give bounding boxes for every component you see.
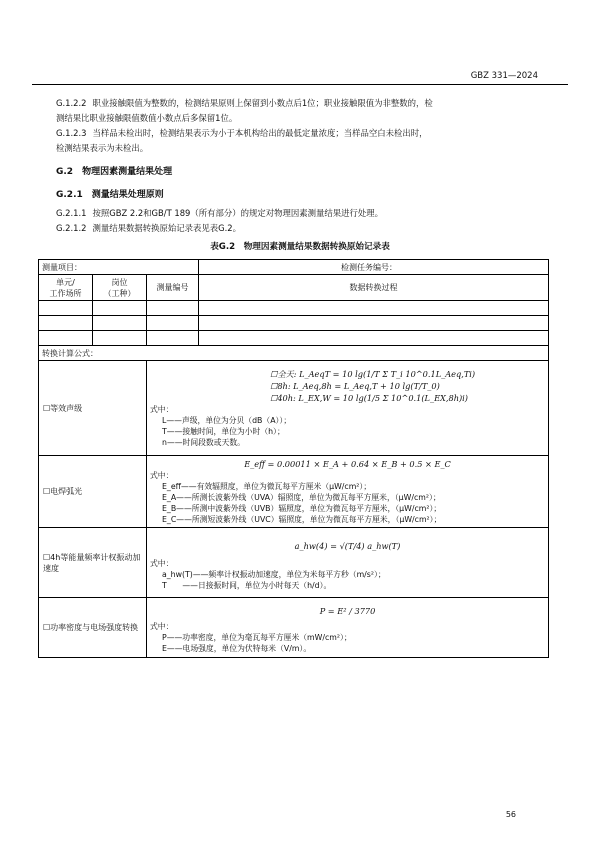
empty-cell <box>199 331 549 346</box>
row-label-power: ☐功率密度与电场强度转换 <box>39 598 147 658</box>
header-rule <box>32 84 568 85</box>
empty-cell <box>199 301 549 316</box>
empty-cell <box>199 316 549 331</box>
project-cell: 测量项目： <box>39 260 199 275</box>
page-number: 56 <box>505 810 516 819</box>
item: G.2.1.1 按照GBZ 2.2和GB/T 189（所有部分）的规定对物理因素测量结果进行处理。 <box>56 208 383 218</box>
table-caption: 表G.2 物理因素测量结果数据转换原始记录表 <box>210 242 390 252</box>
col-header-process: 数据转换过程 <box>199 275 549 301</box>
formula-vibration: a_hw(4) = √(T/4) a_hw(T) <box>294 541 401 551</box>
col-header-post: 岗位 （工种） <box>93 275 147 301</box>
record-table <box>38 259 549 658</box>
paragraph: G.1.2.3 当样品未检出时，检测结果表示为小于本机构给出的最低定量浓度；当样品空白未检出时， <box>56 128 428 138</box>
empty-cell <box>93 316 147 331</box>
col-header-unit: 单元/ 工作场所 <box>39 275 93 301</box>
empty-cell <box>93 301 147 316</box>
subsection-heading: G.2.1 测量结果处理原则 <box>56 190 164 200</box>
empty-cell <box>39 301 93 316</box>
formula-cell-vibration: a_hw(4) = √(T/4) a_hw(T) 式中： a_hw(T)——频率计权振动加速度，单位为米每平方秒（m/s²）； T ——日接振时间，单位为小时每天（h/d）。 <box>147 528 549 598</box>
formula-label: 转换计算公式： <box>39 346 549 361</box>
formula-eff: E_eff = 0.00011 × E_A + 0.64 × E_B + 0.5 × E_C <box>244 459 451 469</box>
formula-cell-noise: ☐全天: L_AeqT = 10 lg(1/T Σ T_i 10^0.1L_Aeq,Ti) ☐8h: L_Aeq,8h = L_Aeq,T + 10 lg(T/T_0) ☐40h: L_EX,W = 10 lg(1/5 Σ 10^0.1(L_EX,8h)i) 式中： L——声级，单位为分贝（dB（A））； T——接触时间，单位为小时（h）； n——时间段数或天数。 <box>147 361 549 456</box>
standard-code: GBZ 331—2024 <box>470 71 538 81</box>
paragraph: 检测结果表示为未检出。 <box>56 143 149 153</box>
item: G.2.1.2 测量结果数据转换原始记录表见表G.2。 <box>56 223 241 233</box>
formula-8h: ☐8h: L_Aeq,8h = L_Aeq,T + 10 lg(T/T_0) <box>270 381 440 391</box>
task-cell: 检测任务编号： <box>199 260 549 275</box>
row-label-noise: ☐等效声级 <box>39 361 147 456</box>
paragraph: G.1.2.2 职业接触限值为整数的，检测结果原则上保留到小数点后1位；职业接触限值为非整数的，检 <box>56 98 433 108</box>
row-label-arc: ☐电焊弧光 <box>39 456 147 528</box>
formula-fullday: ☐全天: L_AeqT = 10 lg(1/T Σ T_i 10^0.1L_Aeq,Ti) <box>270 369 476 379</box>
formula-40h: ☐40h: L_EX,W = 10 lg(1/5 Σ 10^0.1(L_EX,8h)i) <box>270 393 468 403</box>
section-heading: G.2 物理因素测量结果处理 <box>56 167 173 177</box>
col-header-number: 测量编号 <box>147 275 199 301</box>
empty-cell <box>147 331 199 346</box>
empty-cell <box>93 331 147 346</box>
paragraph: 测结果比职业接触限值数值小数点后多保留1位。 <box>56 113 238 123</box>
empty-cell <box>39 316 93 331</box>
row-label-vibration: ☐4h等能量频率计权振动加速度 <box>39 528 147 598</box>
empty-cell <box>39 331 93 346</box>
empty-cell <box>147 301 199 316</box>
empty-cell <box>147 316 199 331</box>
formula-cell-power: P = E² / 3770 式中： P——功率密度，单位为毫瓦每平方厘米（mW/cm²）； E——电场强度，单位为伏特每米（V/m）。 <box>147 598 549 658</box>
formula-cell-arc: E_eff = 0.00011 × E_A + 0.64 × E_B + 0.5 × E_C 式中： E_eff——有效辐照度，单位为微瓦每平方厘米（μW/cm²）； E_A——所测长波紫外线（UVA）辐照度，单位为微瓦每平方厘米，（μW/cm²）； E_B——所测中波紫外线（UVB）辐照度，单位为微瓦每平方厘米，（μW/cm²）； E_C——所测短波紫外线（UVC）辐照度，单位为微瓦每平方厘米，（μW/cm²）； <box>147 456 549 528</box>
formula-power: P = E² / 3770 <box>319 606 376 616</box>
